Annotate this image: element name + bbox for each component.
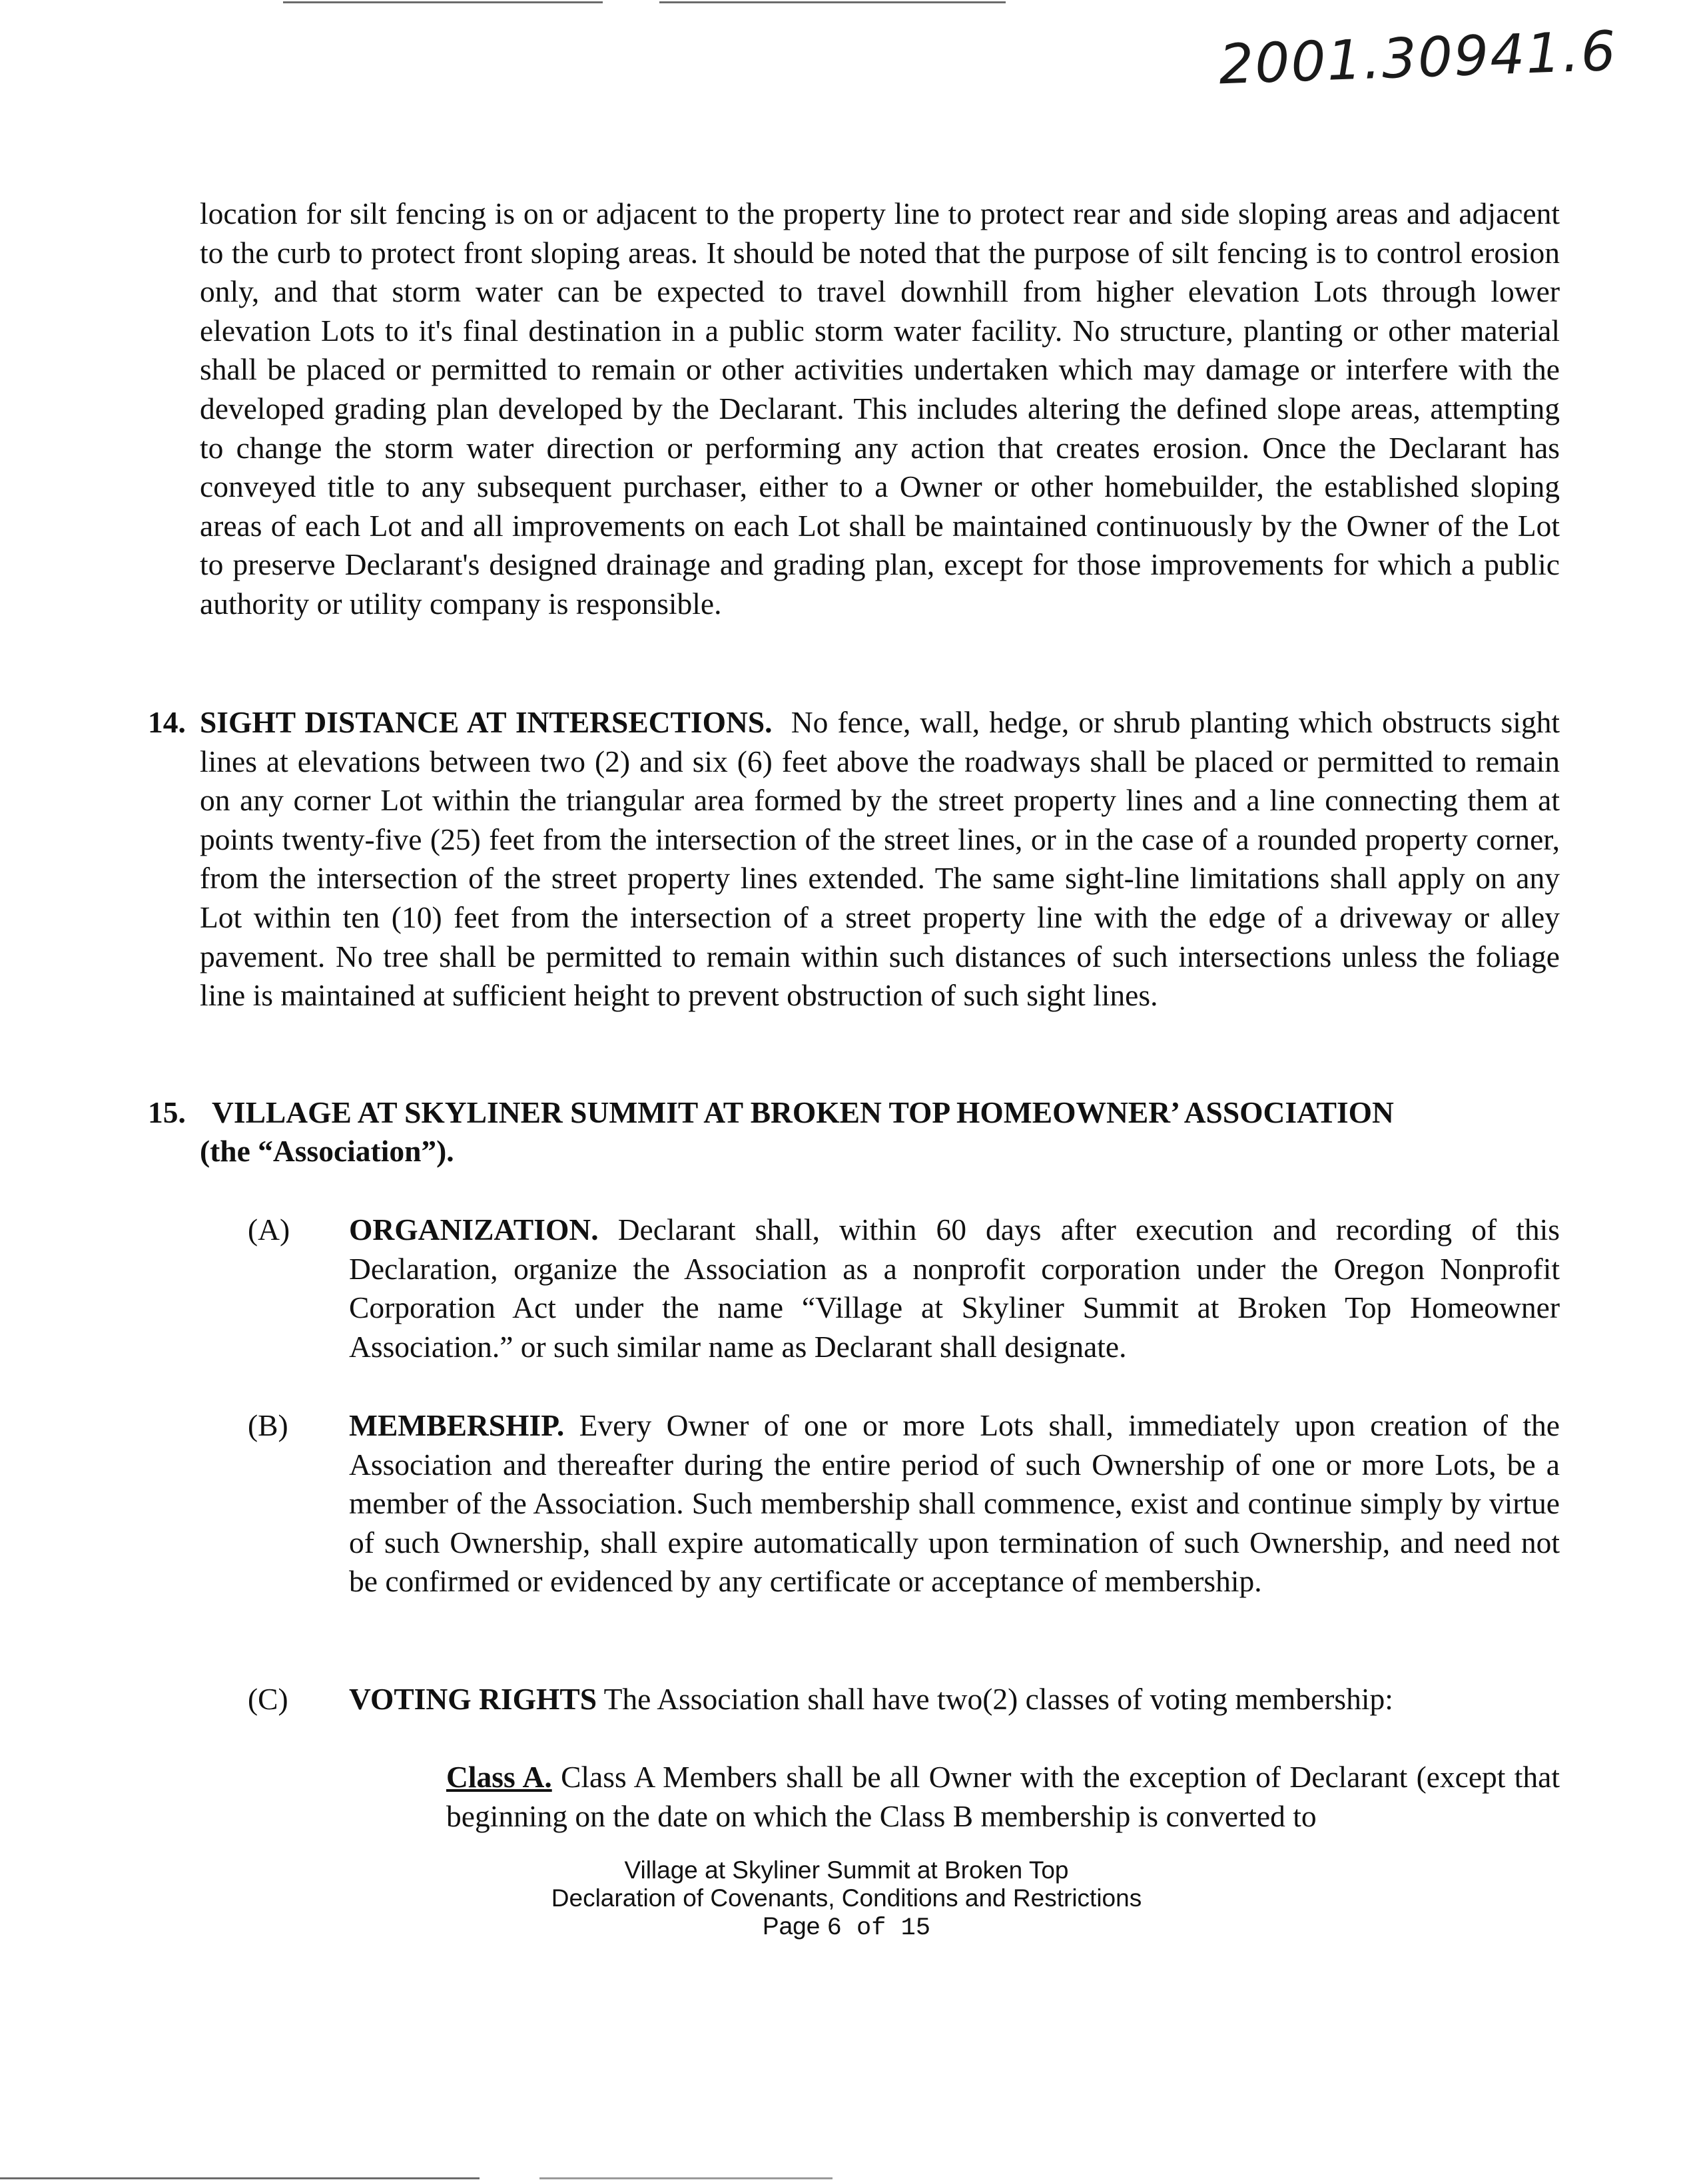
- class-a-text: Class A Members shall be all Owner with the exception of Declarant (except that beginning on the date on which the Class B membership is converted to: [446, 1760, 1560, 1833]
- body-paragraph: location for silt fencing is on or adjacent to the property line to protect rear and side sloping areas and adjacent to the curb to protect front sloping areas. It should be noted that the purpose of silt fencing is to control erosion only, and that storm water can be expected to travel downhill from higher elevation Lots through lower elevation Lots to it's final destination in a public storm water facility. No structure, planting or other material shall be placed or permitted to remain or other activities undertaken which may damage or interfere with the developed grading plan developed by the Declarant. This includes altering the defined slope areas, attempting to change the storm water direction or performing any action that creates erosion. Once the Declarant has conveyed title to any subsequent purchaser, either to a Owner or other homebuilder, the established sloping areas of each Lot and all improvements on each Lot shall be maintained continuously by the Owner of the Lot to preserve Declarant's designed drainage and grading plan, except for those improvements for which a public authority or utility company is responsible.: [200, 196, 1560, 621]
- section-15-heading: VILLAGE AT SKYLINER SUMMIT AT BROKEN TOP HOMEOWNER’ ASSOCIATION: [212, 1095, 1394, 1129]
- section-14-paragraph: [200, 703, 1560, 1015]
- document-number: 2001.30941.6: [1217, 19, 1618, 97]
- subsection-b-paragraph: [349, 1406, 1560, 1601]
- subsection-c-text: The Association shall have two(2) classes of voting membership:: [603, 1682, 1393, 1716]
- class-a-paragraph: [446, 1758, 1560, 1836]
- scan-artifact-bottom-2: [539, 2177, 833, 2179]
- section-14-heading: SIGHT DISTANCE AT INTERSECTIONS.: [200, 705, 773, 739]
- subsection-c-heading: VOTING RIGHTS: [349, 1682, 597, 1716]
- subsection-a-text: Declarant shall, within 60 days after execution and recording of this Declaration, organize the Association as a nonprofit corporation under the Oregon Nonprofit Corporation Act under the name “Village at Skyliner Summit at Broken Top Homeowner Association.” or such similar name as Declarant shall designate.: [349, 1213, 1560, 1364]
- footer-page-number-line: [0, 1912, 1693, 1942]
- footer-title: Village at Skyliner Summit at Broken Top: [624, 1856, 1069, 1884]
- subsection-c-letter: (C): [248, 1682, 288, 1716]
- subsection-a-letter: (A): [248, 1213, 290, 1246]
- section-14-text: No fence, wall, hedge, or shrub planting which obstructs sight lines at elevations between two (2) and six (6) feet above the roadways shall be placed or permitted to remain on any corner Lot within the triangular area formed by the street property lines and a line connecting them at points twenty-five (25) feet from the intersection of the street lines, or in the case of a rounded property corner, from the intersection of the street property lines extended. The same sight-line limitations shall apply on any Lot within ten (10) feet from the intersection of a street property line with the edge of a driveway or alley pavement. No tree shall be permitted to remain within such distances of such intersections unless the foliage line is maintained at sufficient height to prevent obstruction of such sight lines.: [200, 705, 1560, 1013]
- page-footer: [0, 1856, 1693, 1942]
- subsection-a-paragraph: [349, 1211, 1560, 1366]
- subsection-c-paragraph: [349, 1680, 1560, 1719]
- footer-page-label: Page: [762, 1912, 821, 1940]
- class-a-heading: Class A.: [446, 1760, 552, 1794]
- footer-subtitle: Declaration of Covenants, Conditions and Restrictions: [551, 1884, 1142, 1912]
- footer-page-number: 6 of 15: [827, 1914, 931, 1942]
- section-15-number: 15.: [148, 1095, 186, 1129]
- scan-artifact-bottom: [0, 2177, 480, 2179]
- subsection-a-heading: ORGANIZATION.: [349, 1213, 599, 1246]
- section-14-number: 14.: [148, 705, 186, 739]
- subsection-b-text: Every Owner of one or more Lots shall, immediately upon creation of the Association and thereafter during the entire period of such Ownership of one or more Lots, be a member of the Association. Such membership shall commence, exist and continue simply by virtue of such Ownership, shall expire automatically upon termination of such Ownership, and need not be confirmed or evidenced by any certificate or acceptance of membership.: [349, 1408, 1560, 1599]
- subsection-b-heading: MEMBERSHIP.: [349, 1408, 565, 1442]
- scan-artifact-top: [283, 1, 603, 3]
- section-15-heading-continued: (the “Association”).: [200, 1134, 454, 1168]
- scan-artifact-top-2: [659, 1, 1006, 3]
- subsection-b-letter: (B): [248, 1408, 288, 1442]
